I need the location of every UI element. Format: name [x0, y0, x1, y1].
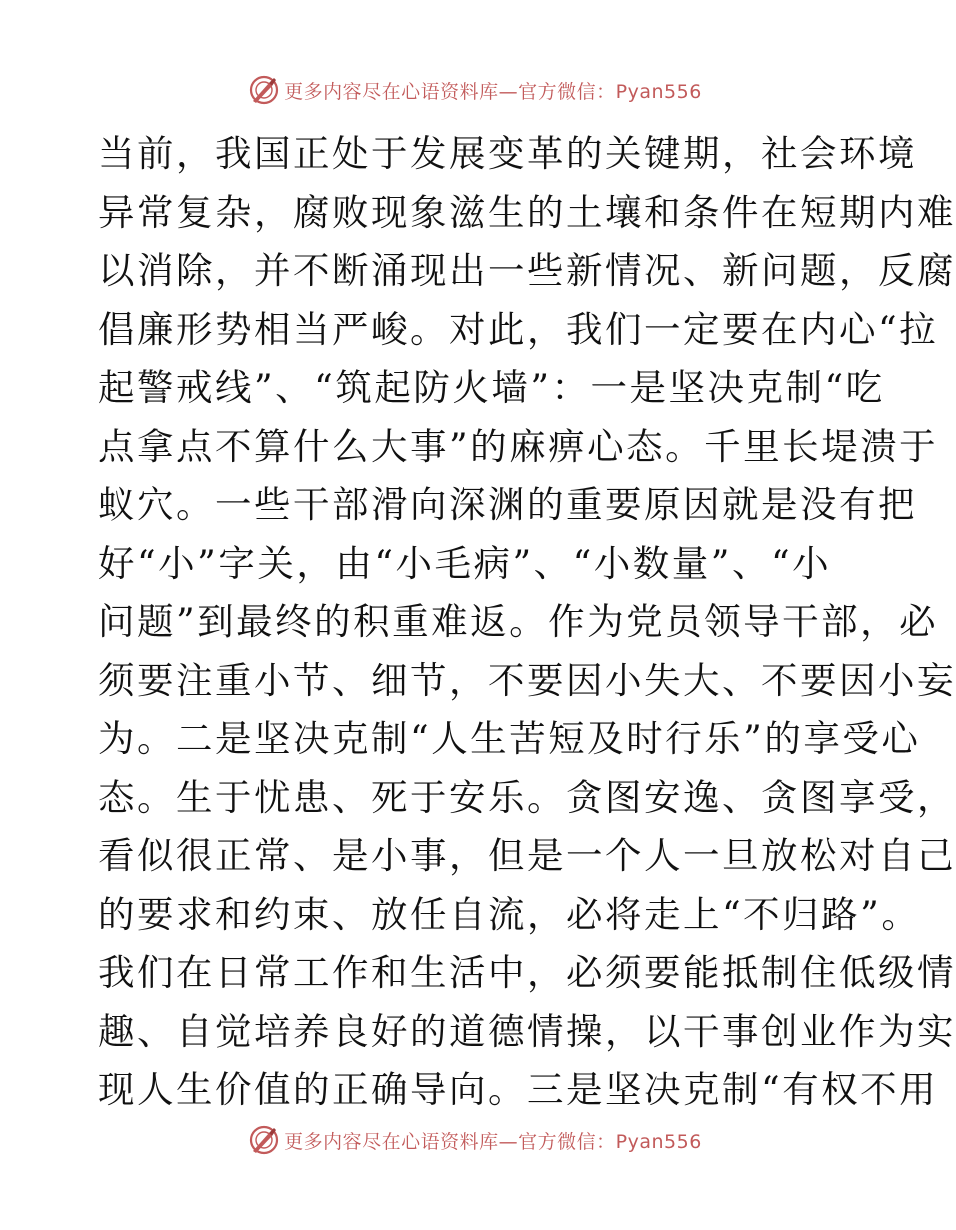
- text-line: 以消除，并不断涌现出一些新情况、新问题，反腐: [98, 249, 956, 292]
- text-line: 趣、自觉培养良好的道德情操，以干事创业作为实: [98, 1009, 956, 1053]
- text-line: 倡廉形势相当严峻。对此，我们一定要在内心“拉: [98, 307, 939, 351]
- watermark-text: 更多内容尽在心语资料库—官方微信：Pyan556: [284, 80, 702, 103]
- text-line: 为。二是坚决克制“人生苦短及时行乐”的享受心: [98, 717, 921, 760]
- footer-watermark: [0, 1120, 950, 1160]
- document-body: [98, 125, 956, 1120]
- text-line: 当前，我国正处于发展变革的关键期，社会环境: [98, 132, 917, 175]
- pen-logo-icon: [248, 74, 280, 106]
- text-line: 现人生价值的正确导向。三是坚决克制“有权不用: [98, 1068, 939, 1111]
- text-line: 异常复杂，腐败现象滋生的土壤和条件在短期内难: [98, 190, 956, 234]
- watermark-text: 更多内容尽在心语资料库—官方微信：Pyan556: [284, 1130, 702, 1153]
- text-line: 蚁穴。一些干部滑向深渊的重要原因就是没有把: [98, 483, 917, 526]
- text-line: 看似很正常、是小事，但是一个人一旦放松对自己: [98, 834, 956, 877]
- text-line: 须要注重小节、细节，不要因小失大、不要因小妄: [98, 658, 956, 702]
- pen-logo-icon: [248, 1124, 280, 1156]
- text-line: 好“小”字关，由“小毛病”、“小数量”、“小: [98, 541, 832, 585]
- text-line: 起警戒线”、“筑起防火墙”：一是坚决克制“吃: [98, 366, 885, 409]
- text-line: 问题”到最终的积重难返。作为党员领导干部，必: [98, 600, 939, 643]
- text-line: 态。生于忧患、死于安乐。贪图安逸、贪图享受，: [98, 775, 956, 819]
- text-line: 点拿点不算什么大事”的麻痹心态。千里长堤溃于: [98, 424, 939, 468]
- text-line: 的要求和约束、放任自流，必将走上“不归路”。: [98, 892, 921, 936]
- header-watermark: [0, 70, 950, 110]
- text-line: 我们在日常工作和生活中，必须要能抵制住低级情: [98, 951, 956, 994]
